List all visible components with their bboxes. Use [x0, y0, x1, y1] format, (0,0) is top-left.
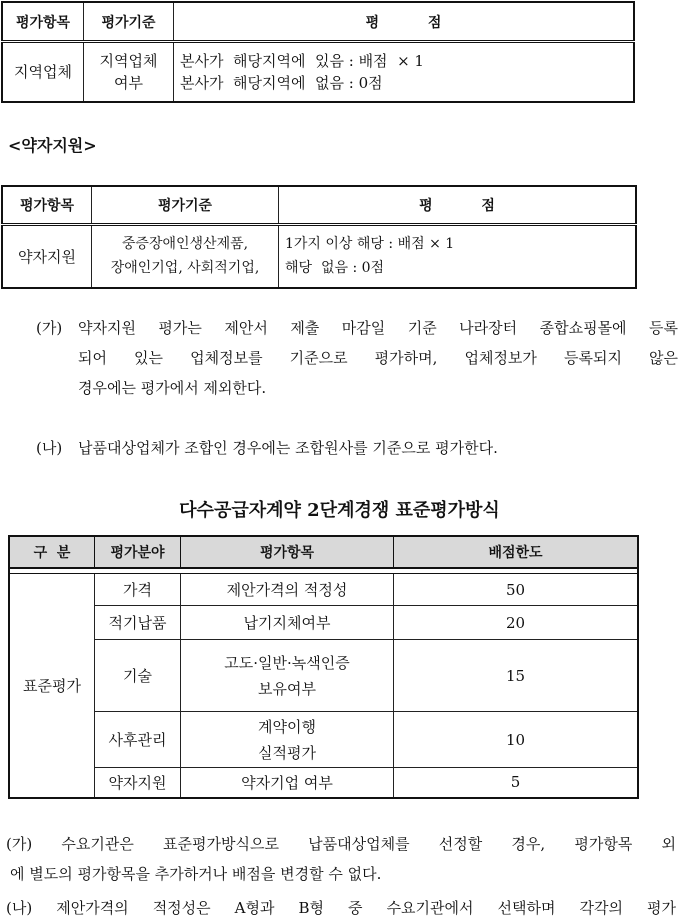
note-ga-line1: 약자지원 평가는 제안서 제출 마감일 기준 나라장터 종합쇼핑몰에 등록 — [78, 319, 678, 337]
note-ga-label: (가) — [36, 319, 63, 337]
header-category: 구 분 — [9, 536, 95, 568]
doc-title: 다수공급자계약 2단계경쟁 표준평가방식 — [179, 500, 500, 521]
header-score: 평 점 — [174, 2, 635, 42]
regional-criteria: 지역업체 여부 — [84, 42, 174, 102]
field-cell: 약자지원 — [95, 768, 181, 798]
header-eval-criteria: 평가기준 — [84, 2, 174, 42]
section-title: <약자지원> — [8, 136, 97, 155]
item-cell: 계약이행 실적평가 — [181, 712, 394, 768]
header-max-score: 배점한도 — [394, 536, 639, 568]
header-score: 평 점 — [279, 186, 637, 225]
regional-item: 지역업체 — [2, 42, 84, 102]
note-ga-line2: 되어 있는 업체정보를 기준으로 평가하며, 업체정보가 등록되지 않은 — [78, 349, 678, 367]
regional-eval-table — [1, 1, 635, 103]
item-cell: 고도·일반·녹색인증 보유여부 — [181, 640, 394, 712]
field-cell: 사후관리 — [95, 712, 181, 768]
score-cell: 5 — [394, 768, 639, 798]
support-criteria: 중증장애인생산제품, 장애인기업, 사회적기업, — [92, 225, 279, 288]
item-cell: 납기지체여부 — [181, 606, 394, 640]
score-cell: 50 — [394, 574, 639, 606]
standard-eval-table — [8, 535, 639, 799]
note-na-line1: 납품대상업체가 조합인 경우에는 조합원사를 기준으로 평가한다. — [78, 439, 498, 457]
score-cell: 10 — [394, 712, 639, 768]
note2-na-line1: (나) 제안가격의 적정성은 A형과 B형 중 수요기관에서 선택하며 각각의 평가 — [6, 899, 676, 917]
score-cell: 15 — [394, 640, 639, 712]
header-eval-item: 평가항목 — [2, 186, 92, 225]
note2-ga-line1: (가) 수요기관은 표준평가방식으로 납품대상업체를 선정할 경우, 평가항목 외 — [6, 835, 676, 853]
header-eval-item: 평가항목 — [2, 2, 84, 42]
header-item: 평가항목 — [181, 536, 394, 568]
group-label: 표준평가 — [9, 574, 95, 798]
item-cell: 약자기업 여부 — [181, 768, 394, 798]
score-cell: 20 — [394, 606, 639, 640]
field-cell: 가격 — [95, 574, 181, 606]
note2-ga-line2: 에 별도의 평가항목을 추가하거나 배점을 변경할 수 없다. — [10, 865, 382, 883]
support-eval-table — [1, 185, 637, 289]
field-cell: 적기납품 — [95, 606, 181, 640]
regional-score: 본사가 해당지역에 있음 : 배점 × 1 본사가 해당지역에 없음 : 0점 — [174, 42, 635, 102]
item-cell: 제안가격의 적정성 — [181, 574, 394, 606]
support-score: 1가지 이상 해당 : 배점 × 1 해당 없음 : 0점 — [279, 225, 637, 288]
support-item: 약자지원 — [2, 225, 92, 288]
field-cell: 기술 — [95, 640, 181, 712]
header-eval-criteria: 평가기준 — [92, 186, 279, 225]
note-na-label: (나) — [36, 439, 63, 457]
note-ga-line3: 경우에는 평가에서 제외한다. — [78, 379, 267, 397]
header-field: 평가분야 — [95, 536, 181, 568]
